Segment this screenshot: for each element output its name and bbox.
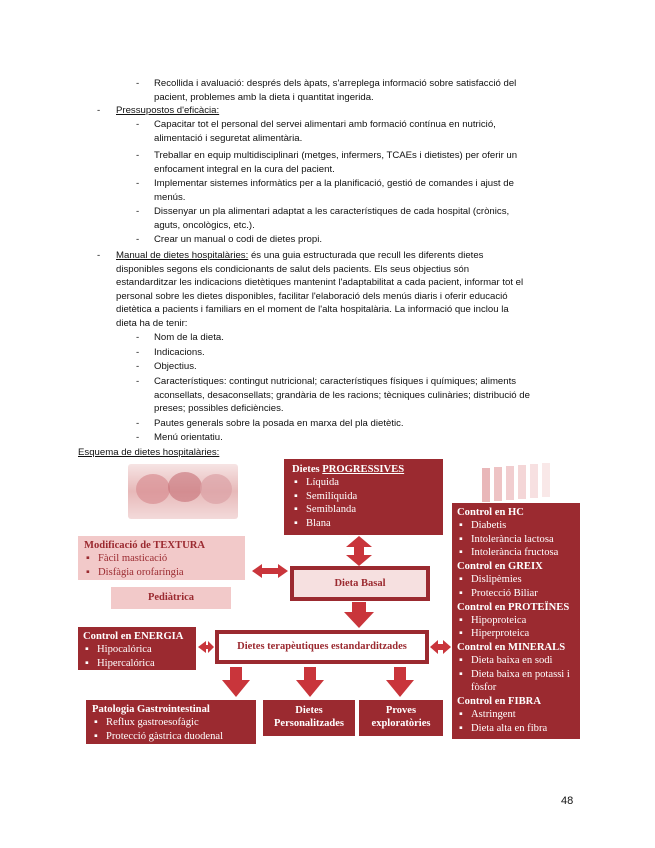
- dash: -: [136, 376, 140, 387]
- progressives-item: ▪ Blana: [292, 517, 435, 531]
- arrow-basal-terapeutiques: [344, 602, 374, 628]
- minerals-item: ▪ Dieta baixa en sodi: [457, 654, 575, 668]
- item-caracteristiques: Característiques: contingut nutricional; característiques físiques i químiques; aliments aconsellats, desaconsellats; grandària de les racions; tècniques culinàries; distribució de preses; possibles deficiències.: [154, 376, 530, 415]
- proves-line: exploratòries: [371, 717, 431, 729]
- item-capacitar: Capacitar tot el personal del servei alimentari amb formació contínua en nutrició, alimentació i seguretat alimentària.: [154, 119, 496, 144]
- textura-item: ▪ Fàcil masticació: [84, 552, 239, 566]
- fibra-item: ▪ Astringent: [457, 708, 575, 722]
- item-dissenyar: Dissenyar un pla alimentari adaptat a les característiques de cada hospital (crònics, aguts, oncològics, etc.).: [154, 206, 510, 231]
- manual-heading: Manual de dietes hospitalàries:: [116, 250, 249, 261]
- dash: -: [136, 361, 140, 372]
- item-objectius: Objectius.: [154, 361, 197, 372]
- dash: -: [136, 119, 140, 130]
- greix-title: Control en GREIX: [457, 561, 543, 573]
- hc-item: ▪ Diabetis: [457, 519, 575, 533]
- arrow-energia-terapeutiques: [198, 641, 214, 653]
- item-treballar: Treballar en equip multidisciplinari (metges, infermers, TCAEs i dietistes) per oferir un enfocament integral en la cura del pacient.: [154, 150, 518, 175]
- dash: -: [136, 234, 140, 245]
- arrow-terapeutiques-panel: [430, 640, 451, 654]
- item-pautes: Pautes generals sobre la posada en marxa del pla dietètic.: [154, 418, 404, 429]
- textura-title: Modificació de TEXTURA: [84, 540, 206, 551]
- progressives-item: ▪ Semiblanda: [292, 503, 435, 517]
- dash: -: [136, 150, 140, 161]
- energia-title: Control en ENERGIA: [83, 631, 184, 642]
- esquema-heading: Esquema de dietes hospitalàries:: [78, 447, 220, 458]
- terapeutiques-label: Dietes terapèutiques estandarditzades: [219, 634, 425, 660]
- arrow-to-proves: [386, 667, 414, 697]
- dash: -: [136, 206, 140, 217]
- arrow-to-gastro: [222, 667, 250, 697]
- personalitzades-line: Personalitzades: [274, 717, 344, 729]
- greix-item: ▪ Dislipèmies: [457, 573, 575, 587]
- proves-line: Proves: [385, 705, 417, 716]
- pressupostos-heading: Pressupostos d'eficàcia:: [116, 105, 220, 116]
- fibra-title: Control en FIBRA: [457, 696, 541, 708]
- dash: -: [97, 105, 101, 116]
- progressives-item: ▪ Líquida: [292, 476, 435, 490]
- arrow-textura-basal: [252, 564, 288, 578]
- hc-item: ▪ Intolerància lactosa: [457, 533, 575, 547]
- dash: -: [136, 78, 140, 89]
- dash: -: [136, 347, 140, 358]
- hc-item: ▪ Intolerància fructosa: [457, 546, 575, 560]
- manual-paragraph: Manual de dietes hospitalàries: és una guia estructurada que recull les diferents dietes disponibles segons els condicionants de salut dels pacients. Els seus objectius són estandarditzar les indicacions dietètiques mantenint l'adaptabilitat a cada pacient, informar tot el personal sobre les dietes disponibles, facilitar l'elaboració dels menús diaris i oferir educació dietètica a pacients i familiars en el moment de l'alta hospitalària. La informació que inclou la dieta ha de tenir:: [116, 250, 524, 329]
- proteines-item: ▪ Hipoproteica: [457, 614, 575, 628]
- minerals-title: Control en MINERALS: [457, 641, 566, 653]
- personalitzades-line: Dietes: [295, 705, 323, 716]
- gastro-item: ▪ Protecció gàstrica duodenal: [92, 730, 250, 744]
- item-indicacions: Indicacions.: [154, 347, 205, 358]
- dash: -: [97, 250, 101, 261]
- item-menu: Menú orientatiu.: [154, 432, 223, 443]
- item-recollida: Recollida i avaluació: després dels àpats, s'arreplega informació sobre satisfacció del pacient, problemes amb la dieta i quantitat ingerida.: [154, 78, 517, 103]
- energia-item: ▪ Hipocalórica: [83, 643, 191, 657]
- gastro-title: Patologia Gastrointestinal: [92, 704, 210, 715]
- proteines-item: ▪ Hiperproteica: [457, 627, 575, 641]
- proteines-title: Control en PROTEÏNES: [457, 601, 570, 613]
- dash: -: [136, 418, 140, 429]
- progressives-title: Dietes PROGRESSIVES: [292, 464, 405, 475]
- textura-item: ▪ Disfàgia orofaríngia: [84, 566, 239, 580]
- gastro-item: ▪ Reflux gastroesofàgic: [92, 716, 250, 730]
- pediatrica-box: Pediàtrica: [111, 587, 231, 609]
- greix-item: ▪ Protecció Biliar: [457, 587, 575, 601]
- item-nom: Nom de la dieta.: [154, 332, 224, 343]
- dash: -: [136, 432, 140, 443]
- fibra-item: ▪ Dieta alta en fibra: [457, 722, 575, 736]
- hc-title: Control en HC: [457, 507, 524, 518]
- energia-item: ▪ Hipercalórica: [83, 657, 191, 671]
- page-number: 48: [561, 795, 574, 807]
- item-implementar: Implementar sistemes informàtics per a la planificació, gestió de comandes i ajust de menús.: [154, 178, 514, 203]
- arrow-to-personalitzades: [296, 667, 324, 697]
- dash: -: [136, 332, 140, 343]
- dieta-basal-label: Dieta Basal: [294, 570, 426, 597]
- item-crear: Crear un manual o codi de dietes propi.: [154, 234, 322, 245]
- minerals-item: ▪ Dieta baixa en potassi i fòsfor: [457, 668, 575, 695]
- arrow-progressives-basal: [346, 536, 372, 566]
- dash: -: [136, 178, 140, 189]
- progressives-item: ▪ Semilíquida: [292, 490, 435, 504]
